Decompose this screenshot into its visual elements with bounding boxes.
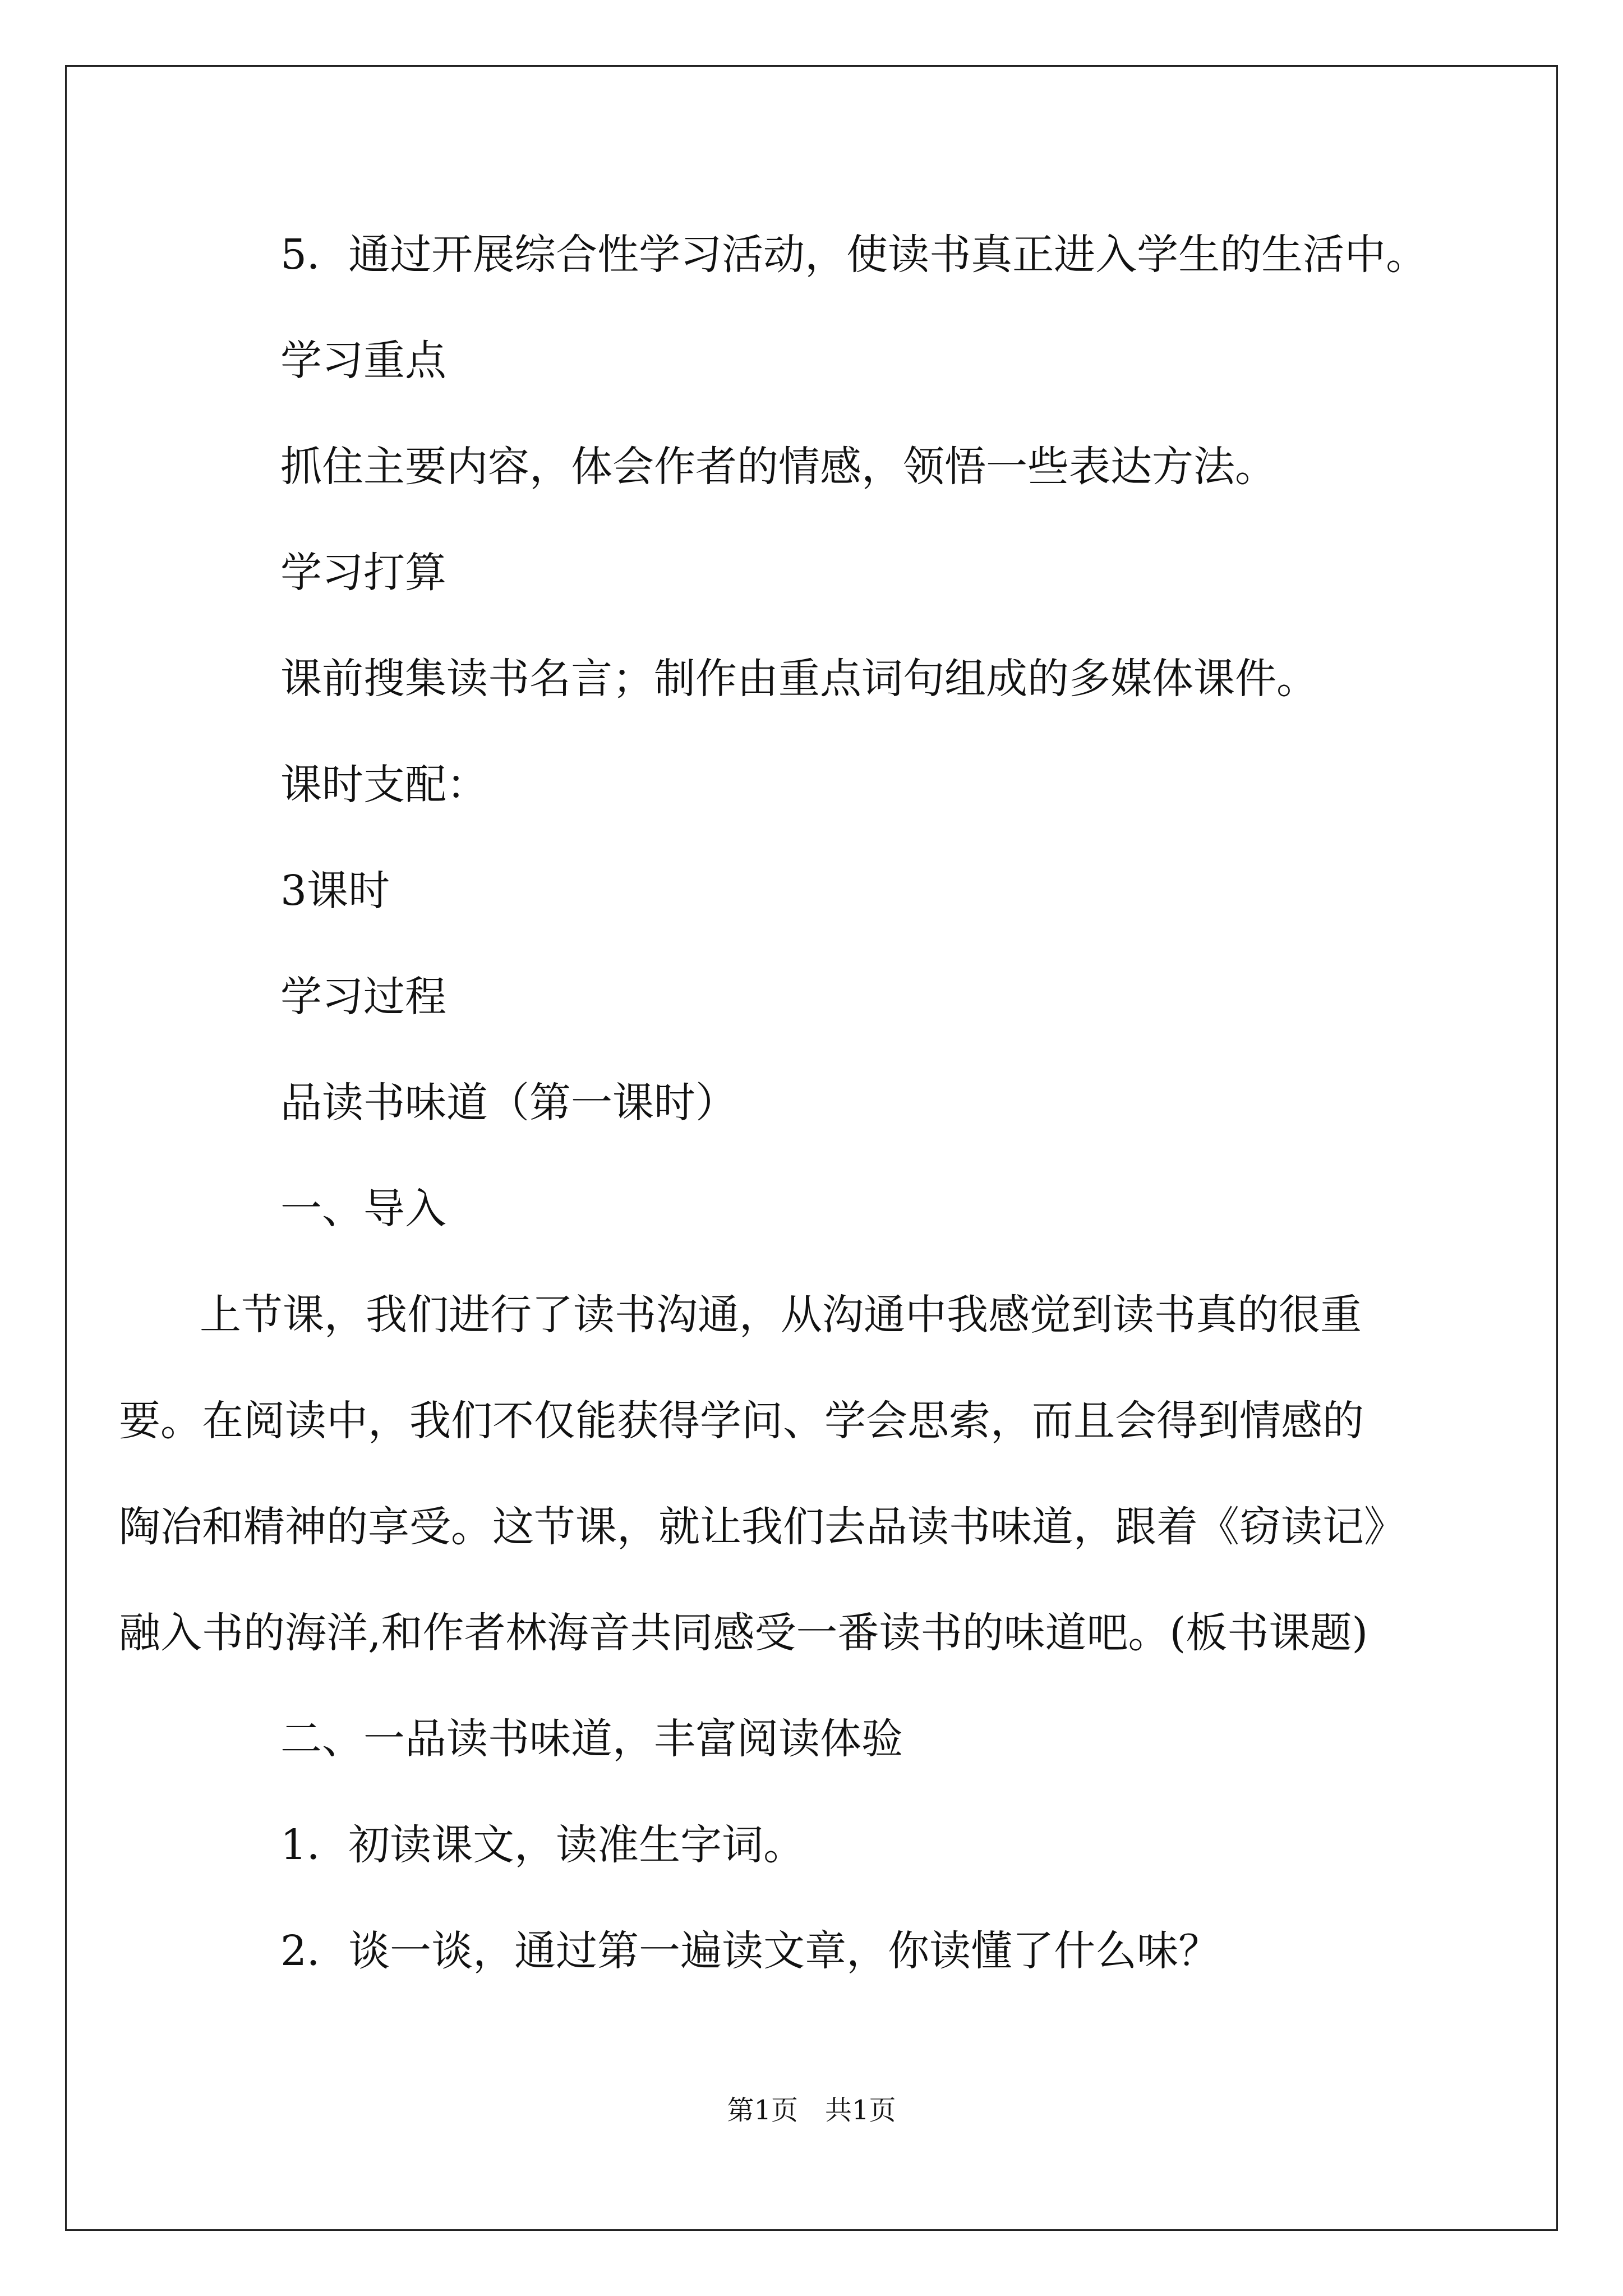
heading-learning-focus: 学习重点 — [280, 337, 446, 385]
page-total: 共1页 — [825, 2095, 896, 2126]
intro-line: 融入书的海洋,和作者林海音共同感受一番读书的味道吧。(板书课题) — [119, 1609, 1368, 1657]
paragraph-learning-focus: 抓住主要内容，体会作者的情感，领悟一些表达方法。 — [280, 443, 1276, 491]
intro-line: 要。在阅读中，我们不仅能获得学问、学会思索，而且会得到情感的 — [119, 1397, 1364, 1445]
paragraph-introduction — [119, 1262, 1409, 1686]
paragraph-step-2: 2．谈一谈，通过第一遍读文章，你读懂了什么味？ — [280, 1927, 1220, 1975]
paragraph-objective-5: 5．通过开展综合性学习活动，使读书真正进入学生的生活中。 — [280, 231, 1428, 279]
paragraph-step-1: 1．初读课文，读准生字词。 — [280, 1821, 805, 1869]
paragraph-class-hours: 3课时 — [280, 867, 390, 915]
document-body — [119, 202, 1490, 2004]
heading-section-two: 二、一品读书味道，丰富阅读体验 — [280, 1715, 903, 1763]
page-number: 第1页 — [727, 2095, 798, 2126]
heading-class-hours: 课时支配： — [280, 761, 488, 809]
paragraph-learning-plan: 课前搜集读书名言；制作由重点词句组成的多媒体课件。 — [280, 655, 1318, 703]
heading-introduction: 一、导入 — [280, 1185, 446, 1233]
intro-line: 陶冶和精神的享受。这节课，就让我们去品读书味道，跟着《窃读记》 — [119, 1503, 1405, 1551]
page-footer — [0, 2093, 1623, 2127]
heading-learning-plan: 学习打算 — [280, 549, 446, 597]
intro-line: 上节课，我们进行了读书沟通，从沟通中我感觉到读书真的很重 — [200, 1291, 1362, 1339]
heading-learning-process: 学习过程 — [280, 973, 446, 1021]
heading-lesson-one: 品读书味道（第一课时） — [280, 1079, 737, 1127]
